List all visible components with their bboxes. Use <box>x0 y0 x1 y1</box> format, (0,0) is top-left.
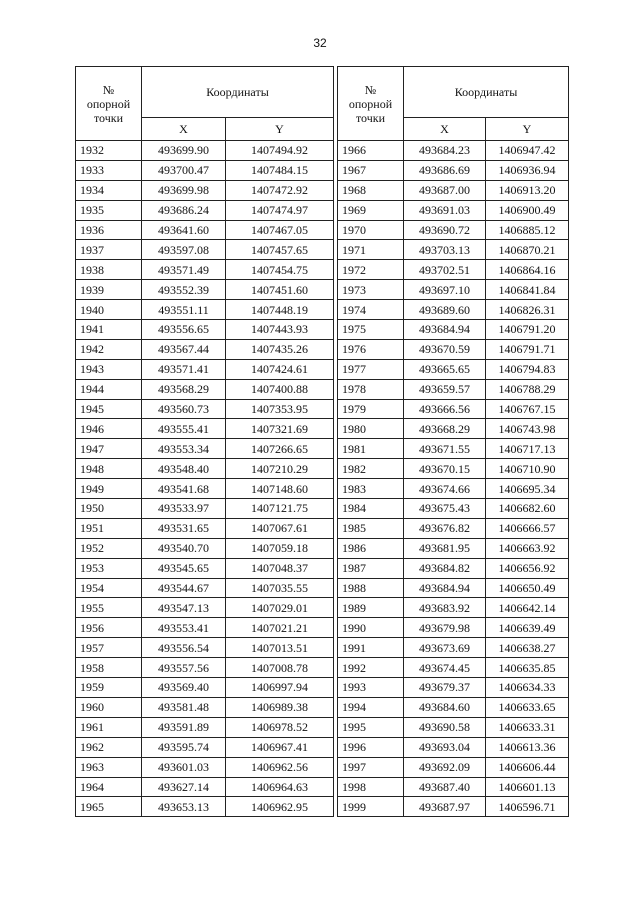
x-coordinate-cell: 493595.74 <box>142 737 226 757</box>
x-coordinate-cell: 493641.60 <box>142 220 226 240</box>
y-coordinate-cell: 1406841.84 <box>486 280 569 300</box>
x-coordinate-cell: 493601.03 <box>142 757 226 777</box>
table-row <box>76 499 334 519</box>
y-coordinate-cell: 1406642.14 <box>486 598 569 618</box>
y-coordinate-cell: 1406634.33 <box>486 678 569 698</box>
y-coordinate-cell: 1406964.63 <box>226 777 334 797</box>
point-number-cell: 1947 <box>76 439 142 459</box>
table-row <box>338 638 569 658</box>
point-number-cell: 1932 <box>76 141 142 161</box>
x-coordinate-cell: 493679.98 <box>404 618 486 638</box>
table-row <box>338 697 569 717</box>
point-number-cell: 1976 <box>338 339 404 359</box>
table-row <box>338 578 569 598</box>
point-number-cell: 1981 <box>338 439 404 459</box>
point-number-cell: 1969 <box>338 200 404 220</box>
y-coordinate-cell: 1406997.94 <box>226 678 334 698</box>
page-number: 32 <box>313 36 327 50</box>
table-row <box>338 439 569 459</box>
table-row <box>338 359 569 379</box>
y-coordinate-cell: 1407021.21 <box>226 618 334 638</box>
x-coordinate-cell: 493687.97 <box>404 797 486 817</box>
y-coordinate-cell: 1407008.78 <box>226 658 334 678</box>
x-coordinate-cell: 493700.47 <box>142 160 226 180</box>
table-row <box>338 459 569 479</box>
y-coordinate-cell: 1407424.61 <box>226 359 334 379</box>
point-number-cell: 1964 <box>76 777 142 797</box>
table-row <box>338 280 569 300</box>
y-coordinate-cell: 1406900.49 <box>486 200 569 220</box>
x-coordinate-cell: 493692.09 <box>404 757 486 777</box>
table-row <box>338 479 569 499</box>
table-row <box>76 578 334 598</box>
point-number-cell: 1954 <box>76 578 142 598</box>
table-row <box>76 598 334 618</box>
y-coordinate-cell: 1406710.90 <box>486 459 569 479</box>
y-coordinate-cell: 1407148.60 <box>226 479 334 499</box>
y-coordinate-cell: 1406978.52 <box>226 717 334 737</box>
y-coordinate-cell: 1407448.19 <box>226 300 334 320</box>
x-coordinate-cell: 493560.73 <box>142 399 226 419</box>
y-coordinate-cell: 1407013.51 <box>226 638 334 658</box>
y-coordinate-cell: 1407474.97 <box>226 200 334 220</box>
y-coordinate-cell: 1406606.44 <box>486 757 569 777</box>
y-coordinate-cell: 1406826.31 <box>486 300 569 320</box>
point-number-cell: 1983 <box>338 479 404 499</box>
point-number-cell: 1956 <box>76 618 142 638</box>
point-number-cell: 1987 <box>338 558 404 578</box>
table-row <box>76 737 334 757</box>
y-coordinate-cell: 1406695.34 <box>486 479 569 499</box>
point-number-cell: 1979 <box>338 399 404 419</box>
table-row <box>76 320 334 340</box>
table-row <box>338 737 569 757</box>
y-coordinate-cell: 1406791.71 <box>486 339 569 359</box>
table-row <box>338 160 569 180</box>
y-coordinate-cell: 1406788.29 <box>486 379 569 399</box>
table-row <box>76 479 334 499</box>
point-number-cell: 1994 <box>338 697 404 717</box>
point-number-cell: 1952 <box>76 538 142 558</box>
y-coordinate-cell: 1406767.15 <box>486 399 569 419</box>
x-coordinate-cell: 493627.14 <box>142 777 226 797</box>
point-number-cell: 1950 <box>76 499 142 519</box>
x-coordinate-cell: 493684.60 <box>404 697 486 717</box>
table-row <box>338 658 569 678</box>
y-coordinate-cell: 1406635.85 <box>486 658 569 678</box>
point-number-cell: 1997 <box>338 757 404 777</box>
table-row <box>76 280 334 300</box>
y-coordinate-cell: 1406885.12 <box>486 220 569 240</box>
coordinates-header: Координаты <box>404 67 569 118</box>
y-coordinate-cell: 1407484.15 <box>226 160 334 180</box>
y-coordinate-cell: 1406663.92 <box>486 538 569 558</box>
point-number-cell: 1988 <box>338 578 404 598</box>
point-number-cell: 1935 <box>76 200 142 220</box>
x-coordinate-cell: 493703.13 <box>404 240 486 260</box>
table-row <box>76 180 334 200</box>
point-number-cell: 1995 <box>338 717 404 737</box>
point-number-header-label: № опорной точки <box>348 82 393 125</box>
x-coordinate-cell: 493552.39 <box>142 280 226 300</box>
y-column-header: Y <box>486 118 569 141</box>
point-number-cell: 1951 <box>76 518 142 538</box>
point-number-cell: 1998 <box>338 777 404 797</box>
table-row <box>338 777 569 797</box>
table-row <box>76 459 334 479</box>
x-coordinate-cell: 493581.48 <box>142 697 226 717</box>
x-coordinate-cell: 493686.24 <box>142 200 226 220</box>
table-row <box>76 260 334 280</box>
point-number-cell: 1970 <box>338 220 404 240</box>
point-number-header-label: № опорной точки <box>86 82 131 125</box>
point-number-header <box>76 67 142 141</box>
coordinates-table-left-body <box>76 141 334 817</box>
table-row <box>76 558 334 578</box>
point-number-cell: 1953 <box>76 558 142 578</box>
point-number-cell: 1942 <box>76 339 142 359</box>
x-coordinate-cell: 493699.90 <box>142 141 226 161</box>
point-number-cell: 1941 <box>76 320 142 340</box>
y-coordinate-cell: 1407457.65 <box>226 240 334 260</box>
table-row <box>76 717 334 737</box>
x-coordinate-cell: 493675.43 <box>404 499 486 519</box>
point-number-cell: 1990 <box>338 618 404 638</box>
table-row <box>76 439 334 459</box>
x-coordinate-cell: 493684.23 <box>404 141 486 161</box>
x-coordinate-cell: 493571.49 <box>142 260 226 280</box>
y-coordinate-cell: 1406794.83 <box>486 359 569 379</box>
table-row <box>338 678 569 698</box>
point-number-cell: 1989 <box>338 598 404 618</box>
x-coordinate-cell: 493553.41 <box>142 618 226 638</box>
point-number-cell: 1968 <box>338 180 404 200</box>
x-coordinate-cell: 493571.41 <box>142 359 226 379</box>
point-number-cell: 1973 <box>338 280 404 300</box>
x-coordinate-cell: 493679.37 <box>404 678 486 698</box>
x-coordinate-cell: 493670.15 <box>404 459 486 479</box>
table-row <box>76 300 334 320</box>
coordinates-table-right-body <box>338 141 569 817</box>
point-number-cell: 1993 <box>338 678 404 698</box>
table-row <box>76 518 334 538</box>
y-coordinate-cell: 1407451.60 <box>226 280 334 300</box>
coordinates-header: Координаты <box>142 67 334 118</box>
y-coordinate-cell: 1406947.42 <box>486 141 569 161</box>
y-column-header: Y <box>226 118 334 141</box>
point-number-cell: 1949 <box>76 479 142 499</box>
table-row <box>76 399 334 419</box>
x-coordinate-cell: 493702.51 <box>404 260 486 280</box>
x-coordinate-cell: 493653.13 <box>142 797 226 817</box>
y-coordinate-cell: 1406743.98 <box>486 419 569 439</box>
point-number-cell: 1977 <box>338 359 404 379</box>
point-number-cell: 1939 <box>76 280 142 300</box>
table-row <box>76 359 334 379</box>
y-coordinate-cell: 1407467.05 <box>226 220 334 240</box>
table-row <box>76 678 334 698</box>
x-coordinate-cell: 493668.29 <box>404 419 486 439</box>
y-coordinate-cell: 1406633.31 <box>486 717 569 737</box>
x-coordinate-cell: 493557.56 <box>142 658 226 678</box>
x-coordinate-cell: 493591.89 <box>142 717 226 737</box>
x-coordinate-cell: 493555.41 <box>142 419 226 439</box>
point-number-cell: 1986 <box>338 538 404 558</box>
x-coordinate-cell: 493674.66 <box>404 479 486 499</box>
table-row <box>338 141 569 161</box>
y-coordinate-cell: 1406989.38 <box>226 697 334 717</box>
point-number-cell: 1946 <box>76 419 142 439</box>
point-number-cell: 1945 <box>76 399 142 419</box>
y-coordinate-cell: 1406791.20 <box>486 320 569 340</box>
point-number-cell: 1959 <box>76 678 142 698</box>
y-coordinate-cell: 1407353.95 <box>226 399 334 419</box>
x-coordinate-cell: 493548.40 <box>142 459 226 479</box>
point-number-cell: 1933 <box>76 160 142 180</box>
y-coordinate-cell: 1406936.94 <box>486 160 569 180</box>
point-number-cell: 1984 <box>338 499 404 519</box>
point-number-cell: 1944 <box>76 379 142 399</box>
x-coordinate-cell: 493684.82 <box>404 558 486 578</box>
x-coordinate-cell: 493676.82 <box>404 518 486 538</box>
x-coordinate-cell: 493551.11 <box>142 300 226 320</box>
table-row <box>338 320 569 340</box>
table-row <box>338 419 569 439</box>
y-coordinate-cell: 1407210.29 <box>226 459 334 479</box>
table-row <box>338 518 569 538</box>
y-coordinate-cell: 1406962.95 <box>226 797 334 817</box>
table-row <box>338 339 569 359</box>
x-coordinate-cell: 493691.03 <box>404 200 486 220</box>
table-row <box>338 499 569 519</box>
x-coordinate-cell: 493687.00 <box>404 180 486 200</box>
table-row <box>338 538 569 558</box>
table-row <box>338 558 569 578</box>
x-coordinate-cell: 493681.95 <box>404 538 486 558</box>
table-row <box>338 379 569 399</box>
point-number-cell: 1943 <box>76 359 142 379</box>
y-coordinate-cell: 1406864.16 <box>486 260 569 280</box>
table-row <box>76 339 334 359</box>
table-row <box>338 220 569 240</box>
point-number-cell: 1934 <box>76 180 142 200</box>
table-row <box>338 180 569 200</box>
y-coordinate-cell: 1406638.27 <box>486 638 569 658</box>
table-row <box>338 399 569 419</box>
x-coordinate-cell: 493545.65 <box>142 558 226 578</box>
table-row <box>338 300 569 320</box>
table-row <box>76 797 334 817</box>
y-coordinate-cell: 1406967.41 <box>226 737 334 757</box>
table-row <box>76 757 334 777</box>
x-coordinate-cell: 493544.67 <box>142 578 226 598</box>
x-coordinate-cell: 493697.10 <box>404 280 486 300</box>
x-coordinate-cell: 493684.94 <box>404 320 486 340</box>
point-number-cell: 1992 <box>338 658 404 678</box>
y-coordinate-cell: 1407266.65 <box>226 439 334 459</box>
point-number-cell: 1960 <box>76 697 142 717</box>
point-number-cell: 1955 <box>76 598 142 618</box>
x-coordinate-cell: 493686.69 <box>404 160 486 180</box>
point-number-cell: 1972 <box>338 260 404 280</box>
x-coordinate-cell: 493568.29 <box>142 379 226 399</box>
y-coordinate-cell: 1407443.93 <box>226 320 334 340</box>
x-coordinate-cell: 493699.98 <box>142 180 226 200</box>
y-coordinate-cell: 1406613.36 <box>486 737 569 757</box>
y-coordinate-cell: 1406639.49 <box>486 618 569 638</box>
table-row <box>338 757 569 777</box>
table-row <box>76 419 334 439</box>
y-coordinate-cell: 1406633.65 <box>486 697 569 717</box>
x-coordinate-cell: 493670.59 <box>404 339 486 359</box>
x-coordinate-cell: 493687.40 <box>404 777 486 797</box>
point-number-cell: 1938 <box>76 260 142 280</box>
table-row <box>338 200 569 220</box>
table-row <box>338 797 569 817</box>
x-coordinate-cell: 493689.60 <box>404 300 486 320</box>
point-number-cell: 1958 <box>76 658 142 678</box>
point-number-cell: 1957 <box>76 638 142 658</box>
x-coordinate-cell: 493556.65 <box>142 320 226 340</box>
table-row <box>76 160 334 180</box>
point-number-header <box>338 67 404 141</box>
table-row <box>76 220 334 240</box>
table-row <box>338 618 569 638</box>
point-number-cell: 1961 <box>76 717 142 737</box>
y-coordinate-cell: 1407454.75 <box>226 260 334 280</box>
table-row <box>338 598 569 618</box>
y-coordinate-cell: 1406913.20 <box>486 180 569 200</box>
y-coordinate-cell: 1407321.69 <box>226 419 334 439</box>
y-coordinate-cell: 1407435.26 <box>226 339 334 359</box>
y-coordinate-cell: 1407121.75 <box>226 499 334 519</box>
point-number-cell: 1982 <box>338 459 404 479</box>
x-coordinate-cell: 493541.68 <box>142 479 226 499</box>
x-coordinate-cell: 493690.72 <box>404 220 486 240</box>
x-coordinate-cell: 493533.97 <box>142 499 226 519</box>
table-row <box>76 638 334 658</box>
point-number-cell: 1978 <box>338 379 404 399</box>
x-coordinate-cell: 493553.34 <box>142 439 226 459</box>
x-coordinate-cell: 493659.57 <box>404 379 486 399</box>
x-coordinate-cell: 493547.13 <box>142 598 226 618</box>
point-number-cell: 1999 <box>338 797 404 817</box>
x-coordinate-cell: 493683.92 <box>404 598 486 618</box>
coordinates-table-left <box>75 66 334 817</box>
x-coordinate-cell: 493684.94 <box>404 578 486 598</box>
point-number-cell: 1963 <box>76 757 142 777</box>
coordinates-table-right <box>337 66 569 817</box>
table-row <box>76 777 334 797</box>
x-coordinate-cell: 493673.69 <box>404 638 486 658</box>
point-number-cell: 1980 <box>338 419 404 439</box>
x-coordinate-cell: 493665.65 <box>404 359 486 379</box>
table-row <box>76 697 334 717</box>
point-number-cell: 1965 <box>76 797 142 817</box>
y-coordinate-cell: 1406601.13 <box>486 777 569 797</box>
table-row <box>76 538 334 558</box>
point-number-cell: 1940 <box>76 300 142 320</box>
point-number-cell: 1936 <box>76 220 142 240</box>
table-row <box>76 240 334 260</box>
point-number-cell: 1996 <box>338 737 404 757</box>
x-coordinate-cell: 493693.04 <box>404 737 486 757</box>
y-coordinate-cell: 1407472.92 <box>226 180 334 200</box>
x-coordinate-cell: 493666.56 <box>404 399 486 419</box>
x-coordinate-cell: 493597.08 <box>142 240 226 260</box>
table-row <box>76 658 334 678</box>
y-coordinate-cell: 1406870.21 <box>486 240 569 260</box>
point-number-cell: 1991 <box>338 638 404 658</box>
point-number-cell: 1937 <box>76 240 142 260</box>
y-coordinate-cell: 1406650.49 <box>486 578 569 598</box>
point-number-cell: 1974 <box>338 300 404 320</box>
y-coordinate-cell: 1406596.71 <box>486 797 569 817</box>
x-coordinate-cell: 493690.58 <box>404 717 486 737</box>
table-row <box>338 717 569 737</box>
x-coordinate-cell: 493569.40 <box>142 678 226 698</box>
y-coordinate-cell: 1407035.55 <box>226 578 334 598</box>
point-number-cell: 1966 <box>338 141 404 161</box>
x-coordinate-cell: 493531.65 <box>142 518 226 538</box>
y-coordinate-cell: 1406682.60 <box>486 499 569 519</box>
point-number-cell: 1975 <box>338 320 404 340</box>
y-coordinate-cell: 1407048.37 <box>226 558 334 578</box>
x-coordinate-cell: 493556.54 <box>142 638 226 658</box>
point-number-cell: 1971 <box>338 240 404 260</box>
table-row <box>76 618 334 638</box>
point-number-cell: 1962 <box>76 737 142 757</box>
y-coordinate-cell: 1406666.57 <box>486 518 569 538</box>
y-coordinate-cell: 1406717.13 <box>486 439 569 459</box>
y-coordinate-cell: 1407059.18 <box>226 538 334 558</box>
x-coordinate-cell: 493567.44 <box>142 339 226 359</box>
table-row <box>76 141 334 161</box>
table-row <box>338 260 569 280</box>
x-coordinate-cell: 493671.55 <box>404 439 486 459</box>
y-coordinate-cell: 1406962.56 <box>226 757 334 777</box>
table-row <box>76 200 334 220</box>
y-coordinate-cell: 1407494.92 <box>226 141 334 161</box>
x-column-header: X <box>404 118 486 141</box>
y-coordinate-cell: 1407067.61 <box>226 518 334 538</box>
table-row <box>76 379 334 399</box>
y-coordinate-cell: 1407029.01 <box>226 598 334 618</box>
x-column-header: X <box>142 118 226 141</box>
point-number-cell: 1967 <box>338 160 404 180</box>
point-number-cell: 1985 <box>338 518 404 538</box>
y-coordinate-cell: 1406656.92 <box>486 558 569 578</box>
y-coordinate-cell: 1407400.88 <box>226 379 334 399</box>
table-row <box>338 240 569 260</box>
point-number-cell: 1948 <box>76 459 142 479</box>
x-coordinate-cell: 493674.45 <box>404 658 486 678</box>
x-coordinate-cell: 493540.70 <box>142 538 226 558</box>
